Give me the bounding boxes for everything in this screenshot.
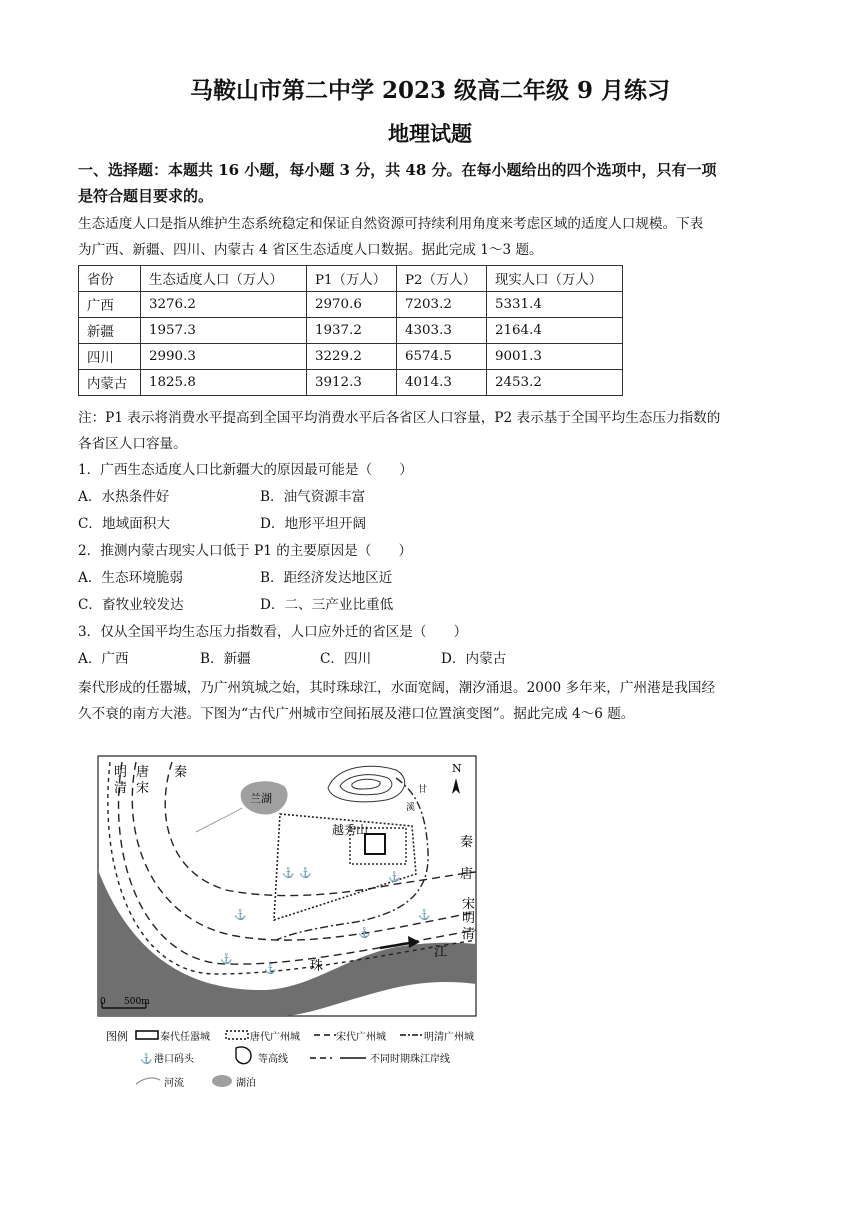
legend-port: 港口码头 xyxy=(154,1054,194,1065)
scale-zero: 0 xyxy=(100,997,106,1007)
port-anchor-icon: ⚓ xyxy=(418,910,431,921)
table-header-cell: P2（万人） xyxy=(397,266,487,292)
table-cell: 1825.8 xyxy=(141,370,307,396)
question-3-option-d[interactable]: D．内蒙古 xyxy=(441,651,507,667)
table-cell: 广西 xyxy=(79,292,141,318)
label-qing: 清 xyxy=(114,781,128,796)
legend-qin: 秦代任嚣城 xyxy=(160,1032,210,1043)
table-cell: 4014.3 xyxy=(397,370,487,396)
table-header-row xyxy=(79,266,623,292)
table-cell: 2990.3 xyxy=(141,344,307,370)
question-3-stem: 3．仅从全国平均生态压力指数看，人口应外迁的省区是（ ） xyxy=(78,624,468,640)
legend-shoreline: 不同时期珠江岸线 xyxy=(370,1054,450,1065)
table-row xyxy=(79,344,623,370)
subject-title: 地理试题 xyxy=(388,121,472,146)
table-row xyxy=(79,370,623,396)
table-cell: 2970.6 xyxy=(307,292,397,318)
label-tang: 唐 xyxy=(136,765,150,780)
question-2-option-a[interactable]: A．生态环境脆弱 xyxy=(78,570,183,586)
pearl-river xyxy=(98,870,476,1016)
table-cell: 1937.2 xyxy=(307,318,397,344)
table-cell: 四川 xyxy=(79,344,141,370)
table-cell: 3229.2 xyxy=(307,344,397,370)
legend-mingqing: 明清广州城 xyxy=(424,1032,474,1043)
question-3-option-a[interactable]: A．广西 xyxy=(78,651,129,667)
table-note xyxy=(78,405,790,457)
table-cell: 7203.2 xyxy=(397,292,487,318)
scale-distance: 500m xyxy=(124,997,150,1007)
table-cell: 9001.3 xyxy=(487,344,623,370)
question-1-option-c[interactable]: C．地域面积大 xyxy=(78,516,170,532)
section-heading-line2: 是符合题目要求的。 xyxy=(78,187,214,205)
qin-city-boundary xyxy=(365,834,385,854)
legend-river: 河流 xyxy=(164,1078,184,1089)
question-2-option-d[interactable]: D．二、三产业比重低 xyxy=(260,597,394,613)
label-north: N xyxy=(452,762,462,775)
port-anchor-icon: ⚓ xyxy=(220,954,233,965)
legend-tang-symbol xyxy=(226,1031,248,1039)
question-1-option-a[interactable]: A．水热条件好 xyxy=(78,489,170,505)
table-cell: 1957.3 xyxy=(141,318,307,344)
stream-line xyxy=(196,808,242,832)
port-anchor-icon: ⚓ xyxy=(264,964,277,975)
shoreline-qin xyxy=(165,762,476,896)
map-svg xyxy=(96,752,496,1097)
legend-song: 宋代广州城 xyxy=(336,1032,386,1043)
intro-paragraph-1 xyxy=(78,211,790,263)
table-cell: 2453.2 xyxy=(487,370,623,396)
label-gan: 甘 xyxy=(418,785,428,795)
note-line1: 注：P1 表示将消费水平提高到全国平均消费水平后各省区人口容量，P2 表示基于全国平均生态压力指数的 xyxy=(78,410,721,426)
label-right-qing: 清 xyxy=(462,927,476,942)
question-1-option-d[interactable]: D．地形平坦开阔 xyxy=(260,516,367,532)
table-cell: 新疆 xyxy=(79,318,141,344)
legend-port-icon: ⚓ xyxy=(140,1054,153,1065)
table-header-cell: P1（万人） xyxy=(307,266,397,292)
north-arrow-icon xyxy=(452,778,460,794)
question-1-option-b[interactable]: B．油气资源丰富 xyxy=(260,489,366,505)
port-anchor-icon: ⚓ xyxy=(282,868,295,879)
contour-line xyxy=(340,775,392,795)
guangzhou-map-figure xyxy=(96,752,496,1097)
question-2-option-c[interactable]: C．畜牧业较发达 xyxy=(78,597,184,613)
label-zhu: 珠 xyxy=(310,959,324,974)
legend-contour-symbol xyxy=(236,1047,251,1064)
table-cell: 6574.5 xyxy=(397,344,487,370)
question-1-stem: 1．广西生态适度人口比新疆大的原因最可能是（ ） xyxy=(78,462,413,478)
port-anchor-icon: ⚓ xyxy=(388,872,401,883)
label-yuexiushan: 越秀山 xyxy=(332,823,369,837)
legend-title: 图例 xyxy=(106,1030,128,1043)
intro2-line2: 久不衰的南方大港。下图为“古代广州城市空间拓展及港口位置演变图”。据此完成 4～6 题。 xyxy=(78,706,635,722)
table-row xyxy=(79,292,623,318)
intro1-line2: 为广西、新疆、四川、内蒙古 4 省区生态适度人口数据。据此完成 1～3 题。 xyxy=(78,242,543,258)
note-line2: 各省区人口容量。 xyxy=(78,436,187,452)
label-lanhu: 兰湖 xyxy=(250,792,272,805)
contour-line xyxy=(328,766,405,802)
intro1-line1: 生态适度人口是指从维护生态系统稳定和保证自然资源可持续利用角度来考虑区域的适度人口规模。下表 xyxy=(78,216,704,232)
section-heading xyxy=(78,157,790,209)
table-cell: 3912.3 xyxy=(307,370,397,396)
legend-lake-symbol xyxy=(212,1075,232,1087)
table-header-cell: 生态适度人口（万人） xyxy=(141,266,307,292)
table-cell: 5331.4 xyxy=(487,292,623,318)
label-ming: 明 xyxy=(114,765,128,780)
label-right-song: 宋 xyxy=(462,897,476,912)
legend-qin-symbol xyxy=(136,1031,158,1039)
table-cell: 4303.3 xyxy=(397,318,487,344)
port-anchor-icon: ⚓ xyxy=(234,910,247,921)
contour-line xyxy=(352,779,380,789)
legend-tang: 唐代广州城 xyxy=(250,1032,300,1043)
table-row xyxy=(79,318,623,344)
port-anchor-icon: ⚓ xyxy=(299,868,312,879)
intro2-line1: 秦代形成的任嚣城，乃广州筑城之始，其时珠球江，水面宽阔，潮汐涌退。2000 多年来，广州港是我国经 xyxy=(78,680,716,696)
label-right-qin: 秦 xyxy=(460,835,474,850)
label-creek: 溪 xyxy=(406,803,416,813)
label-song: 宋 xyxy=(136,781,150,796)
question-2-option-b[interactable]: B．距经济发达地区近 xyxy=(260,570,393,586)
table-header-cell: 现实人口（万人） xyxy=(487,266,623,292)
question-3-option-b[interactable]: B．新疆 xyxy=(200,651,251,667)
legend-river-symbol xyxy=(136,1078,160,1084)
table-header-cell: 省份 xyxy=(79,266,141,292)
question-3-option-c[interactable]: C．四川 xyxy=(320,651,372,667)
table-cell: 3276.2 xyxy=(141,292,307,318)
legend-lake: 湖泊 xyxy=(236,1078,256,1089)
population-table xyxy=(78,265,623,396)
legend-contour: 等高线 xyxy=(258,1054,288,1065)
table-cell: 2164.4 xyxy=(487,318,623,344)
intro-paragraph-2 xyxy=(78,675,790,727)
port-anchor-icon: ⚓ xyxy=(358,928,371,939)
label-right-ming: 明 xyxy=(462,911,476,926)
section-heading-line1: 一、选择题：本题共 16 小题，每小题 3 分，共 48 分。在每小题给出的四个选项中，只有一项 xyxy=(78,161,717,179)
label-qin: 秦 xyxy=(174,765,188,780)
label-jiang: 江 xyxy=(434,945,448,960)
label-right-tang: 唐 xyxy=(460,867,474,882)
table-cell: 内蒙古 xyxy=(79,370,141,396)
exam-title: 马鞍山市第二中学 2023 级高二年级 9 月练习 xyxy=(189,77,671,104)
question-2-stem: 2．推测内蒙古现实人口低于 P1 的主要原因是（ ） xyxy=(78,543,413,559)
